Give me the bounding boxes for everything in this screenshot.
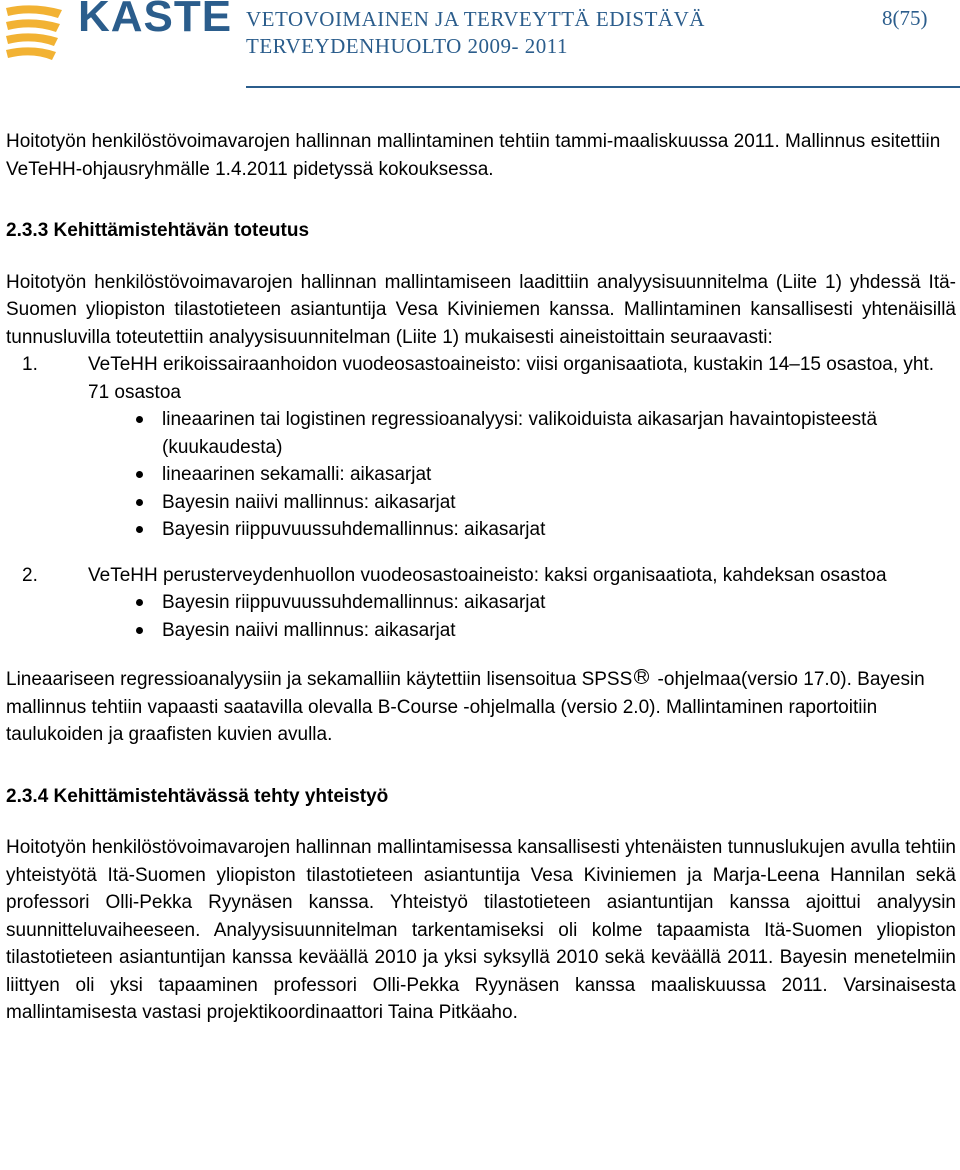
header-title [246,6,806,60]
bullet-icon [136,416,143,423]
numbered-item-2 [6,562,956,590]
item-text: VeTeHH perusterveydenhuollon vuodeosastoaineisto: kaksi organisaatiota, kahdeksan osastoa [88,564,887,586]
bullet-list-1 [6,406,956,544]
logo-text: KASTE [78,0,233,41]
list-item: lineaarinen tai logistinen regressioanalyysi: valikoiduista aikasarjan havaintopisteestä (kuukaudesta) [6,406,956,461]
list-item: Bayesin naiivi mallinnus: aikasarjat [6,617,956,645]
list-item: Bayesin riippuvuussuhdemallinnus: aikasarjat [6,589,956,617]
item-text: VeTeHH erikoissairaanhoidon vuodeosastoaineisto: viisi organisaatiota, kustakin 14–15 osastoa, yht. 71 osastoa [88,354,935,403]
kaste-logo-mark-icon [2,0,82,70]
section-heading-234: 2.3.4 Kehittämistehtävässä tehty yhteistyö [6,785,389,807]
document-body [6,128,956,1027]
intro-paragraph: Hoitotyön henkilöstövoimavarojen hallinnan mallintaminen tehtiin tammi-maaliskuussa 2011. Mallinnus esitettiin VeTeHH-ohjausryhmälle 1.4.2011 pidetyssä kokouksessa. [6,131,941,180]
bullet-icon [136,526,143,533]
item-number: 1. [22,354,38,375]
list-item: Bayesin riippuvuussuhdemallinnus: aikasarjat [6,516,956,544]
header-title-line1: VETOVOIMAINEN JA TERVEYTTÄ EDISTÄVÄ [246,7,705,31]
bullet-icon [136,627,143,634]
section-234-paragraph: Hoitotyön henkilöstövoimavarojen hallinnan mallintamisessa kansallisesti yhtenäisten tunnuslukujen avulla tehtiin yhteistyötä Itä-Suomen yliopiston tilastotieteen asiantuntija Vesa Kiviniemen ja Marja-Leena Hannilan sekä professori Olli-Pekka Ryynäsen kanssa. Yhteistyö tilastotieteen asiantuntijan kanssa ajoittui analyysin suunnitteluvaiheeseen. Analyysisuunnitelman tarkentamiseksi oli kolme tapaamista Itä-Suomen yliopiston tilastotieteen asiantuntijan kanssa keväällä 2010 ja yksi syksyllä 2010 sekä keväällä 2011. Bayesin menetelmiin liittyen oli yksi tapaaminen professori Olli-Pekka Ryynäsen kanssa maaliskuussa 2011. Varsinaisesta mallintamisesta vastasi projektikoordinaattori Taina Pitkäaho. [6,837,956,1023]
page-number: 8(75) [882,6,928,30]
item-number: 2. [22,564,38,586]
bullet-icon [136,599,143,606]
section-233-paragraph: Hoitotyön henkilöstövoimavarojen hallinnan mallintamiseen laadittiin analyysisuunnitelma (Liite 1) yhdessä Itä-Suomen yliopiston tilastotieteen asiantuntija Vesa Kiviniemen kanssa. Mallintaminen kansallisesti yhtenäisillä tunnusluvilla toteutettiin analyysisuunnitelman (Liite 1) mukaisesti aineistoittain seuraavasti: [6,271,956,348]
numbered-item-1 [6,351,956,406]
kaste-logo [2,0,233,70]
bullet-icon [136,499,143,506]
page-header [0,0,960,90]
bullet-list-2 [6,589,956,644]
list-item: Bayesin naiivi mallinnus: aikasarjat [6,489,956,517]
bullet-icon [136,471,143,478]
header-divider [246,86,960,88]
header-title-line2: TERVEYDENHUOLTO 2009- 2011 [246,34,569,58]
software-paragraph: Lineaariseen regressioanalyysiin ja sekamalliin käytettiin lisensoitua SPSS R -ohjelmaa(versio 17.0). Bayesin mallinnus tehtiin vapaasti saatavilla olevalla B-Course -ohjelmalla (versio 2.0). Mallintaminen raportoitiin taulukoiden ja graafisten kuvien avulla. [6,668,925,745]
list-item: lineaarinen sekamalli: aikasarjat [6,461,956,489]
section-heading-233: 2.3.3 Kehittämistehtävän toteutus [6,220,310,241]
